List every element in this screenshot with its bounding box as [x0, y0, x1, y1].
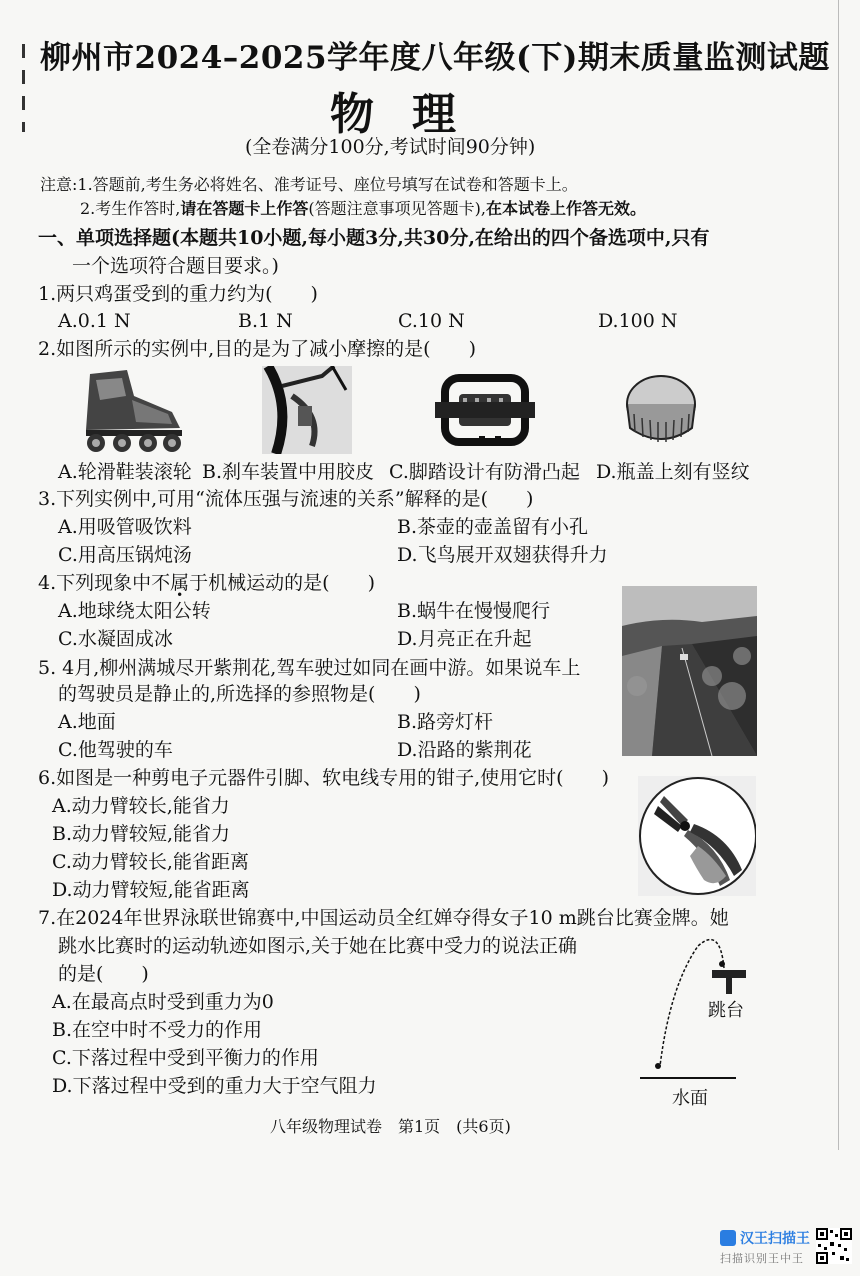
- q4-stem: 4.下列现象中不属于机械运动的是( ): [38, 572, 375, 594]
- bottle-cap-image: [622, 370, 700, 450]
- q1-option-d: D.100 N: [598, 310, 678, 332]
- scanner-brand: 汉王扫描王: [740, 1231, 810, 1247]
- note-line-2: 2.考生作答时,请在答题卡上作答(答题注意事项见答题卡),在本试卷上作答无效。: [80, 199, 646, 218]
- q4-option-d: D.月亮正在升起: [397, 628, 532, 650]
- scanner-watermark: [720, 1228, 810, 1266]
- section-heading-cont: 一个选项符合题目要求。): [72, 255, 279, 277]
- q7-option-b: B.在空中时不受力的作用: [52, 1019, 263, 1041]
- q7-stem-1: 7.在2024年世界泳联世锦赛中,中国运动员全红婵夺得女子10 m跳台比赛金牌。她: [38, 907, 729, 929]
- q5-stem-1: 5. 4月,柳州满城尽开紫荆花,驾车驶过如同在画中游。如果说车上: [38, 657, 581, 679]
- q6-option-d: D.动力臂较短,能省距离: [52, 879, 250, 901]
- bicycle-brake-image: [262, 366, 352, 454]
- q3-stem: 3.下列实例中,可用“流体压强与流速的关系”解释的是( ): [38, 488, 534, 510]
- q5-option-a: A.地面: [58, 711, 116, 733]
- q2-option-b: B.刹车装置中用胶皮: [202, 461, 375, 483]
- road-photo: [622, 586, 757, 756]
- q6-stem: 6.如图是一种剪电子元器件引脚、软电线专用的钳子,使用它时( ): [38, 767, 609, 789]
- q1-option-c: C.10 N: [398, 310, 465, 332]
- q4-option-b: B.蜗牛在慢慢爬行: [397, 600, 551, 622]
- q3-option-d: D.飞鸟展开双翅获得升力: [397, 544, 608, 566]
- binding-mark: [22, 122, 25, 132]
- q6-option-b: B.动力臂较短,能省力: [52, 823, 231, 845]
- q3-option-a: A.用吸管吸饮料: [58, 516, 192, 538]
- exam-title: 柳州市2024–2025学年度八年级(下)期末质量监测试题: [40, 40, 830, 76]
- q4-emphasis: 不属于: [151, 572, 209, 594]
- subject-title: 物理: [330, 89, 494, 140]
- q7-option-c: C.下落过程中受到平衡力的作用: [52, 1047, 319, 1069]
- q7-stem-3: 的是( ): [58, 963, 149, 985]
- scanner-tagline: 扫描识别王中王: [720, 1252, 804, 1265]
- binding-mark: [22, 44, 25, 58]
- q6-option-c: C.动力臂较长,能省距离: [52, 851, 249, 873]
- platform-label: 跳台: [708, 1000, 744, 1021]
- q3-option-c: C.用高压锅炖汤: [58, 544, 192, 566]
- roller-skate-image: [72, 366, 187, 454]
- q1-option-a: A.0.1 N: [58, 310, 131, 332]
- q5-option-c: C.他驾驶的车: [58, 739, 173, 761]
- q1-stem: 1.两只鸡蛋受到的重力约为( ): [38, 283, 318, 305]
- q5-option-b: B.路旁灯杆: [397, 711, 494, 733]
- q4-option-a: A.地球绕太阳公转: [58, 600, 211, 622]
- q1-option-b: B.1 N: [238, 310, 293, 332]
- q3-option-b: B.茶壶的壶盖留有小孔: [397, 516, 589, 538]
- binding-mark: [22, 96, 25, 110]
- bike-pedal-image: [435, 374, 535, 446]
- page-edge: [838, 0, 839, 1150]
- q2-option-d: D.瓶盖上刻有竖纹: [596, 461, 750, 483]
- section-heading: 一、单项选择题(本题共10小题,每小题3分,共30分,在给出的四个备选项中,只有: [38, 227, 710, 249]
- q5-option-d: D.沿路的紫荆花: [397, 739, 532, 761]
- q7-option-d: D.下落过程中受到的重力大于空气阻力: [52, 1075, 377, 1097]
- score-line: (全卷满分100分,考试时间90分钟): [245, 136, 536, 158]
- qr-code-icon: [816, 1228, 852, 1264]
- q4-option-c: C.水凝固成冰: [58, 628, 173, 650]
- q7-stem-2: 跳水比赛时的运动轨迹如图示,关于她在比赛中受力的说法正确: [58, 935, 578, 957]
- binding-mark: [22, 70, 25, 84]
- q6-option-a: A.动力臂较长,能省力: [52, 795, 230, 817]
- q2-option-a: A.轮滑鞋装滚轮: [58, 461, 192, 483]
- water-surface-label: 水面: [672, 1088, 708, 1109]
- q5-stem-2: 的驾驶员是静止的,所选择的参照物是( ): [58, 683, 421, 705]
- pliers-image: [638, 776, 756, 896]
- scanner-logo-icon: [720, 1230, 736, 1246]
- note-line-1: 注意:1.答题前,考生务必将姓名、准考证号、座位号填写在试卷和答题卡上。: [40, 175, 578, 194]
- q2-option-c: C.脚踏设计有防滑凸起: [389, 461, 580, 483]
- q7-option-a: A.在最高点时受到重力为0: [52, 991, 274, 1013]
- page-footer: 八年级物理试卷 第1页 (共6页): [270, 1117, 511, 1136]
- q2-stem: 2.如图所示的实例中,目的是为了减小摩擦的是( ): [38, 338, 476, 360]
